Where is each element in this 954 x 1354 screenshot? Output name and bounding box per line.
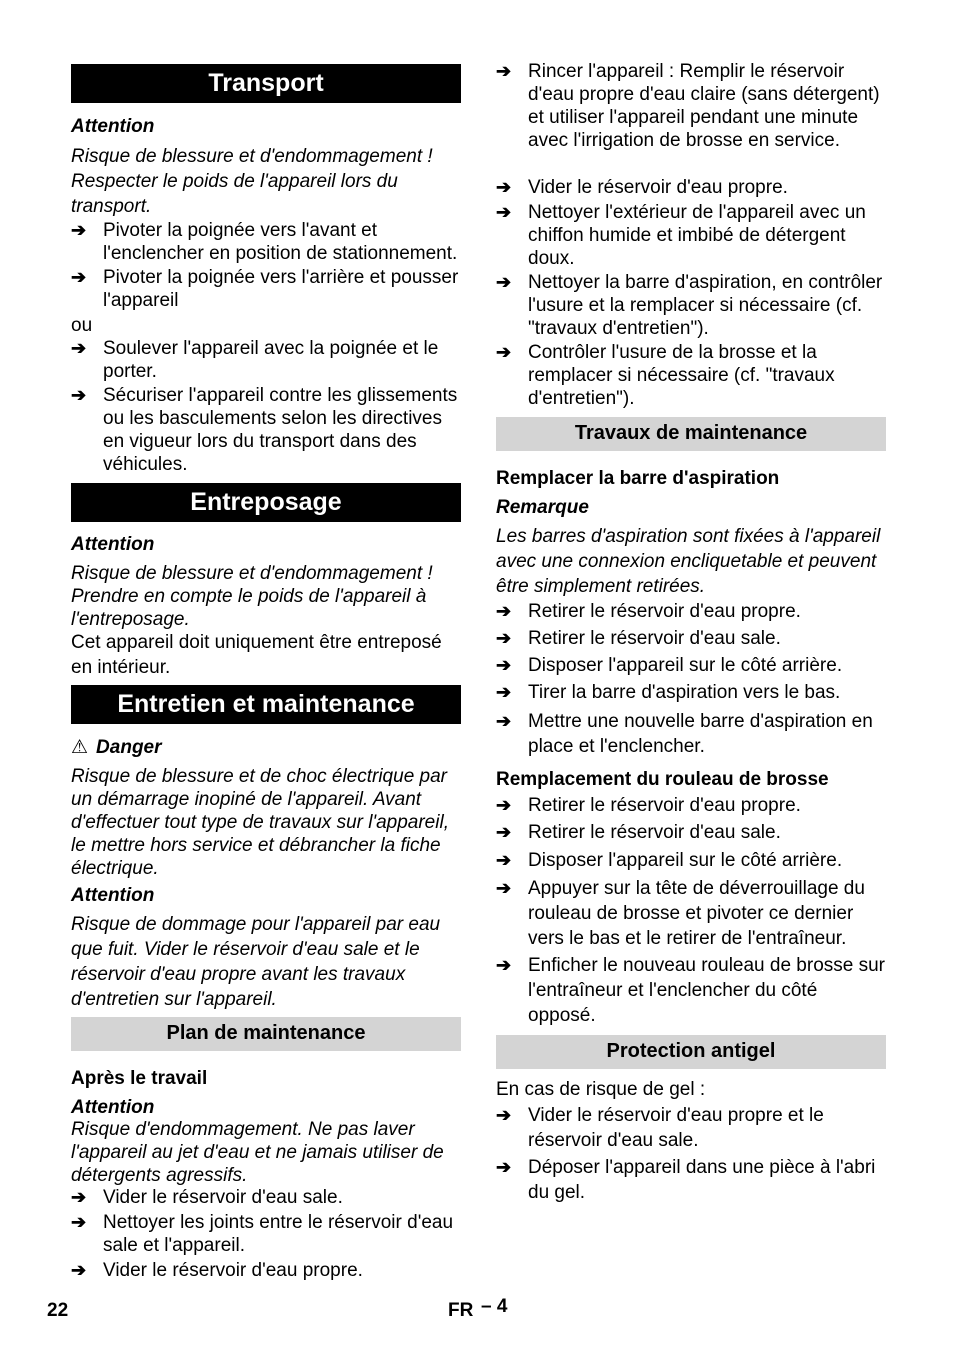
list-item [496,876,886,951]
list-item [496,176,886,199]
arrow-right-icon: ➔ [496,177,512,197]
step-text: Tirer la barre d'aspiration vers le bas. [528,682,841,703]
danger-label: Danger [96,737,162,758]
attention-label: Attention [71,534,155,555]
attention-text: Risque de blessure et d'endommagement ! Prendre en compte le poids de l'appareil à l'entreposage. [71,563,433,630]
page-number: 22 [47,1300,69,1321]
list-item [496,821,886,844]
danger-heading [71,736,461,759]
arrow-right-icon: ➔ [71,267,87,287]
list-item [496,1103,886,1153]
or-text: ou [71,315,93,336]
arrow-right-icon: ➔ [496,822,512,842]
step-text: Contrôler l'usure de la brosse et la remplacer si nécessaire (cf. "travaux d'entretien"). [528,342,835,409]
list-item [496,60,886,152]
arrow-right-icon: ➔ [496,1105,512,1125]
section-title-transport: Transport [71,64,461,103]
list-item [496,953,886,1028]
step-text: Enficher le nouveau rouleau de brosse sur l'entraîneur et l'enclencher du côté opposé. [528,955,886,1026]
footer-section-page: – 4 [481,1296,508,1317]
subheading-after-work: Après le travail [71,1068,208,1089]
arrow-right-icon: ➔ [71,1187,87,1207]
list-item [71,1186,461,1209]
step-text: Vider le réservoir d'eau sale. [103,1187,343,1208]
step-text: Retirer le réservoir d'eau propre. [528,601,801,622]
arrow-right-icon: ➔ [496,202,512,222]
list-item [496,1155,886,1205]
remark-text: Les barres d'aspiration sont fixées à l'appareil avec une connexion encliquetable et peuvent être simplement retirées. [496,526,881,597]
arrow-right-icon: ➔ [71,220,87,240]
danger-text: Risque de blessure et de choc électrique par un démarrage inopiné de l'appareil. Avant d'effectuer tout type de travaux sur l'appareil, le mettre hors service et débrancher la fiche électrique. [71,766,449,879]
list-item [71,266,461,312]
arrow-right-icon: ➔ [496,601,512,621]
section-title-frost: Protection antigel [496,1035,886,1069]
arrow-right-icon: ➔ [496,628,512,648]
attention-text: Risque de dommage pour l'appareil par eau que fuit. Vider le réservoir d'eau sale et le réservoir d'eau propre avant les travaux d'entretien sur l'appareil. [71,914,441,1010]
arrow-right-icon: ➔ [496,955,512,975]
list-item [71,337,461,383]
arrow-right-icon: ➔ [496,655,512,675]
list-item [71,1259,461,1282]
step-text: Retirer le réservoir d'eau sale. [528,822,781,843]
section-title-plan: Plan de maintenance [71,1017,461,1051]
list-item [496,654,886,677]
step-text: Sécuriser l'appareil contre les glissements ou les basculements selon les directives en vigueur lors du transport dans des véhicules. [103,385,458,475]
attention-label: Attention [71,1097,155,1118]
frost-intro: En cas de risque de gel : [496,1079,706,1100]
arrow-right-icon: ➔ [496,878,512,898]
step-text: Disposer l'appareil sur le côté arrière. [528,850,843,871]
arrow-right-icon: ➔ [496,1157,512,1177]
list-item [71,219,461,265]
attention-text [71,144,461,219]
list-item [496,794,886,817]
warning-triangle-icon: ⚠ [71,737,89,758]
remark-label: Remarque [496,497,589,518]
step-text: Appuyer sur la tête de déverrouillage du rouleau de brosse et pivoter ce dernier vers le bas et le retirer de l'entraîneur. [528,878,865,949]
step-text: Retirer le réservoir d'eau propre. [528,795,801,816]
list-item [496,201,886,270]
attention-line: Respecter le poids de l'appareil lors du [71,171,398,192]
list-item [496,681,886,704]
step-text: Mettre une nouvelle barre d'aspiration en place et l'enclencher. [528,711,873,757]
footer-lang: FR [448,1300,474,1321]
step-text: Soulever l'appareil avec la poignée et le porter. [103,338,439,382]
arrow-right-icon: ➔ [496,711,512,731]
step-text: Pivoter la poignée vers l'arrière et pousser l'appareil [103,267,459,311]
list-item [496,600,886,623]
attention-line: transport. [71,196,152,217]
attention-text: Risque d'endommagement. Ne pas laver l'appareil au jet d'eau et ne jamais utiliser de détergents agressifs. [71,1119,444,1186]
list-item [496,709,886,759]
body-text: Cet appareil doit uniquement être entreposé en intérieur. [71,632,442,678]
arrow-right-icon: ➔ [496,795,512,815]
attention-label: Attention [71,116,155,137]
step-text: Déposer l'appareil dans une pièce à l'abri du gel. [528,1157,876,1203]
step-text: Retirer le réservoir d'eau sale. [528,628,781,649]
arrow-right-icon: ➔ [496,850,512,870]
arrow-right-icon: ➔ [496,61,512,81]
list-item [71,1211,461,1257]
section-title-maintenance: Travaux de maintenance [496,417,886,451]
step-text: Pivoter la poignée vers l'avant et l'enclencher en position de stationnement. [103,220,458,264]
step-text: Vider le réservoir d'eau propre et le réservoir d'eau sale. [528,1105,824,1151]
step-text: Vider le réservoir d'eau propre. [103,1260,363,1281]
step-text: Disposer l'appareil sur le côté arrière. [528,655,843,676]
arrow-right-icon: ➔ [496,342,512,362]
arrow-right-icon: ➔ [496,682,512,702]
list-item [496,627,886,650]
section-title-storage: Entreposage [71,483,461,522]
list-item [496,341,886,410]
subheading-roller: Remplacement du rouleau de brosse [496,769,829,790]
list-item [496,271,886,340]
step-text: Nettoyer les joints entre le réservoir d'eau sale et l'appareil. [103,1212,454,1256]
step-text: Nettoyer l'extérieur de l'appareil avec un chiffon humide et imbibé de détergent doux. [528,202,866,269]
attention-label: Attention [71,885,155,906]
list-item [496,849,886,872]
arrow-right-icon: ➔ [71,1260,87,1280]
subheading-replace-bar: Remplacer la barre d'aspiration [496,468,780,489]
step-text: Vider le réservoir d'eau propre. [528,177,788,198]
section-title-care: Entretien et maintenance [71,685,461,724]
step-text: Rincer l'appareil : Remplir le réservoir d'eau propre d'eau claire (sans détergent) et utiliser l'appareil pendant une minute avec l'irrigation de brosse en service. [528,61,880,151]
attention-line: Risque de blessure et d'endommagement ! [71,146,433,167]
arrow-right-icon: ➔ [71,338,87,358]
arrow-right-icon: ➔ [71,385,87,405]
arrow-right-icon: ➔ [71,1212,87,1232]
arrow-right-icon: ➔ [496,272,512,292]
list-item [71,384,461,476]
step-text: Nettoyer la barre d'aspiration, en contrôler l'usure et la remplacer si nécessaire (cf. "travaux d'entretien"). [528,272,883,339]
